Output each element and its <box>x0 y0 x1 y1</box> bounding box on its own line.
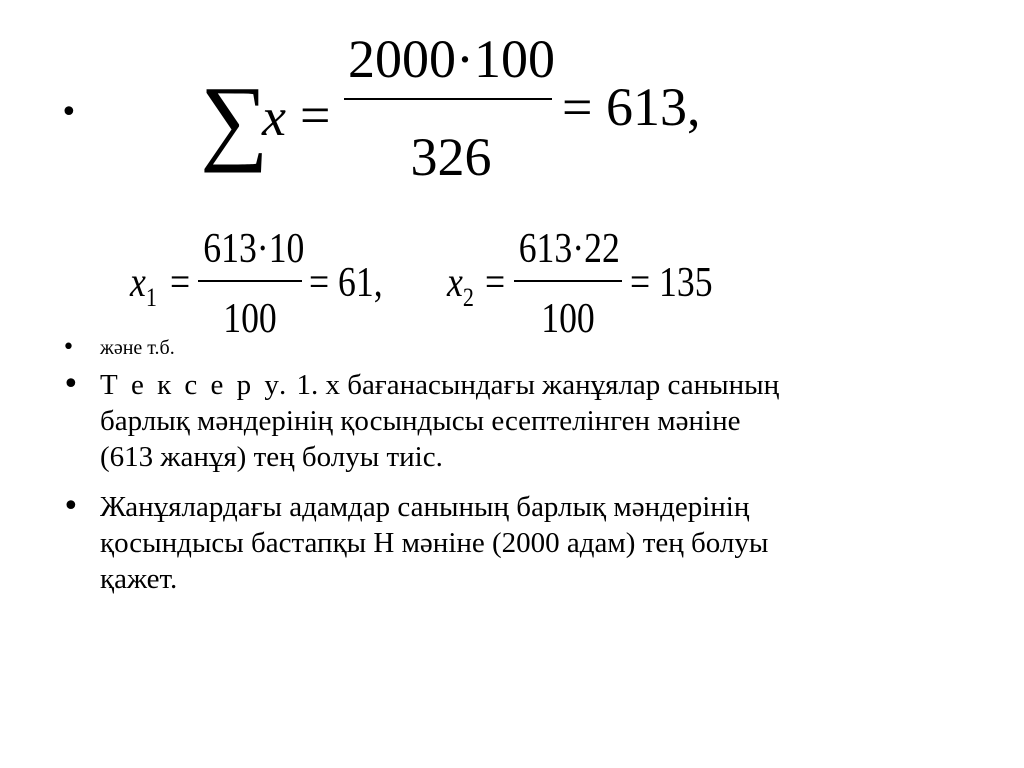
check-line-2: барлық мәндерінің қосындысы есептелінген мәніне <box>100 405 741 437</box>
sum-result: = 613, <box>562 77 701 137</box>
bullet-text-families <box>100 489 920 597</box>
check-line-1 <box>100 367 920 403</box>
bullet-text-etc: және т.б. <box>100 337 175 359</box>
bullet-dot-3: • <box>62 489 80 524</box>
bullet-dot-1: • <box>62 335 75 360</box>
bullet-text-check <box>100 367 920 475</box>
families-line-2: қосындысы бастапқы Н мәніне (2000 адам) тең болуы <box>100 527 769 559</box>
fraction-denominator: 326 <box>410 127 492 187</box>
fraction-numerator: 2000·100 <box>348 29 555 89</box>
equals-sign: = <box>300 85 331 145</box>
sum-formula <box>200 30 720 190</box>
sigma-symbol: ∑ <box>200 66 269 173</box>
x2-equals: = <box>485 260 506 306</box>
sum-variable: x <box>262 87 286 147</box>
x2-fraction-bar <box>514 280 622 282</box>
families-line-1: Жанұялардағы адамдар санының барлық мәндерінің <box>100 491 750 523</box>
x2-result: = 135 <box>630 260 713 306</box>
x1-equals: = <box>170 260 191 306</box>
fraction-bar <box>344 98 552 100</box>
x2-denominator: 100 <box>541 296 595 342</box>
x2-numerator: 613·22 <box>518 226 620 272</box>
x1-numerator: 613·10 <box>203 226 305 272</box>
families-line-3: қажет. <box>100 563 178 595</box>
check-line-1-text: 1. x бағанасындағы жанұялар санының <box>289 369 780 401</box>
bullet-dot-2: • <box>62 367 80 402</box>
check-heading: Т е к с е р у. <box>100 369 290 401</box>
x1-denominator: 100 <box>223 296 277 342</box>
x2-variable: $x_2$ <box>447 260 474 312</box>
x1-fraction-bar <box>198 280 302 282</box>
bullet-dot-formula: • <box>60 95 78 130</box>
x1-result: = 61, <box>309 260 383 306</box>
x1-variable: $x_1$ <box>130 260 157 312</box>
component-formulas <box>125 220 745 340</box>
check-line-3: (613 жанұя) тең болуы тиіс. <box>100 441 443 473</box>
